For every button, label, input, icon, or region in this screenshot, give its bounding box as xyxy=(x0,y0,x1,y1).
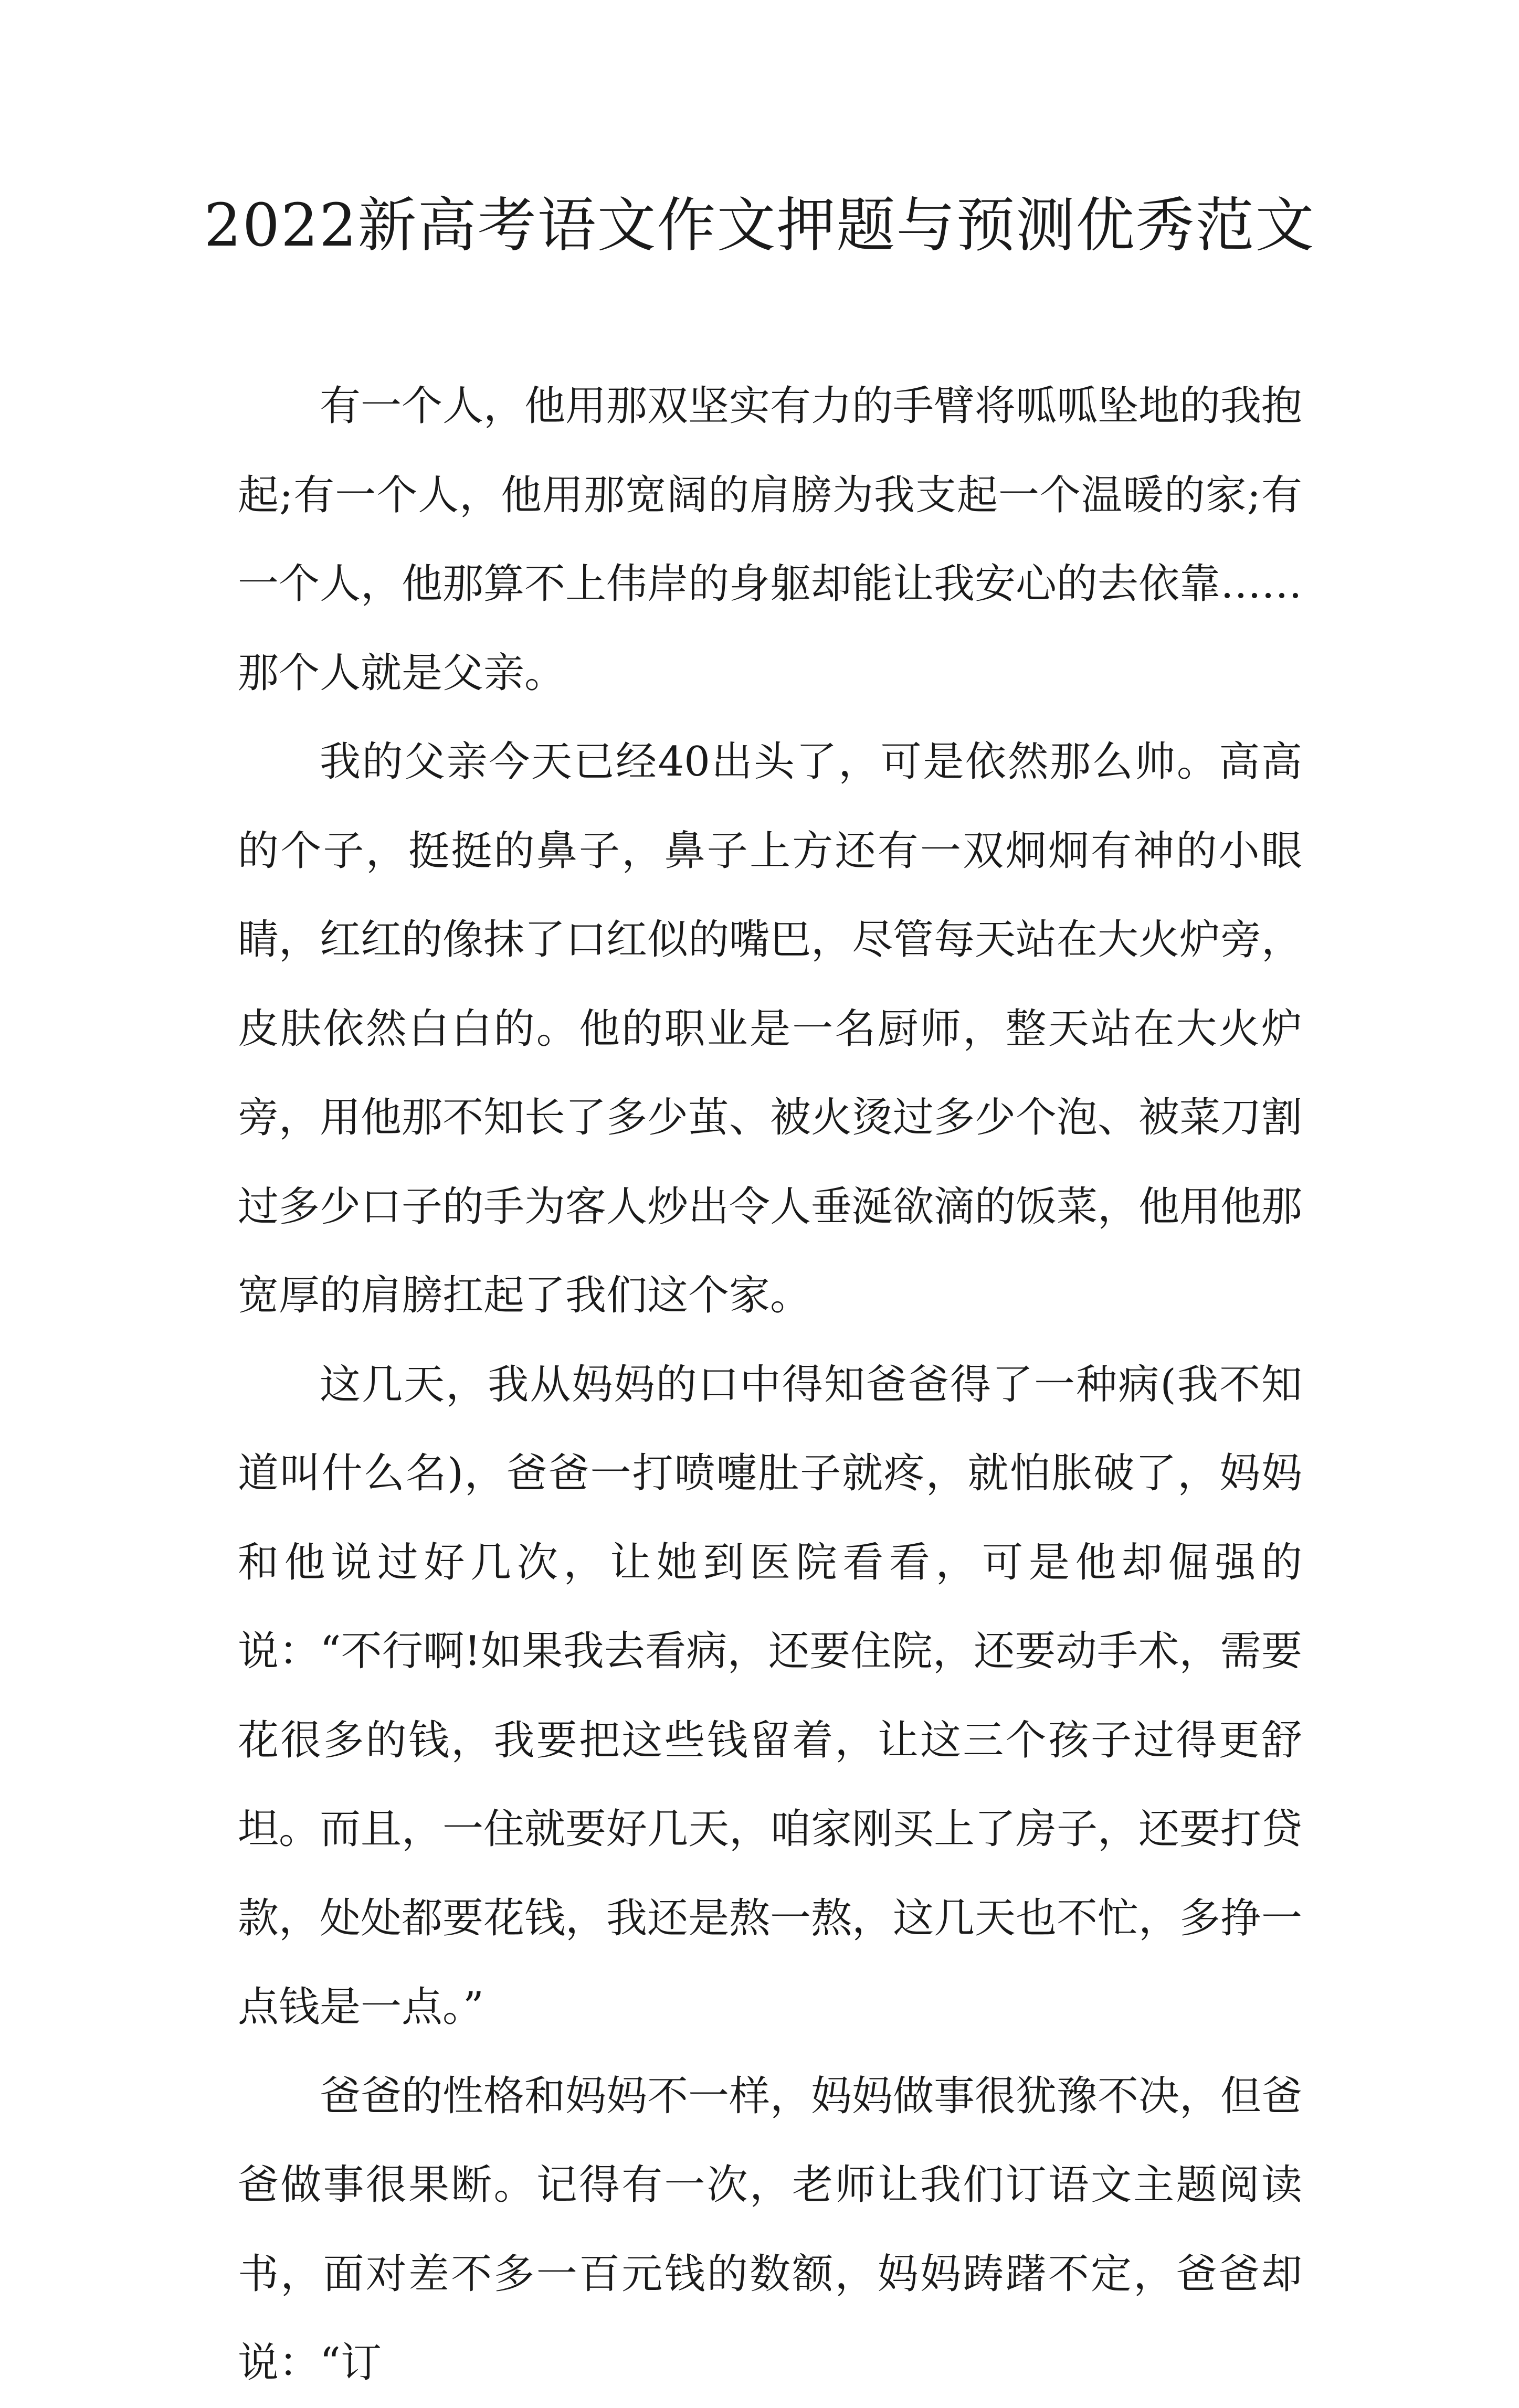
document-body xyxy=(238,362,1302,2408)
paragraph-4: 爸爸的性格和妈妈不一样，妈妈做事很犹豫不决，但爸爸做事很果断。记得有一次，老师让我们订语文主题阅读书，面对差不多一百元钱的数额，妈妈踌躇不定，爸爸却说：“订 xyxy=(238,2072,1303,2386)
document-title: 2022新高考语文作文押题与预测优秀范文 xyxy=(204,192,1315,260)
paragraph-3: 这几天，我从妈妈的口中得知爸爸得了一种病(我不知道叫什么名)，爸爸一打喷嚏肚子就疼，就怕胀破了，妈妈和他说过好几次，让她到医院看看，可是他却倔强的说：“不行啊!如果我去看病，还要住院，还要动手术，需要花很多的钱，我要把这些钱留着，让这三个孩子过得更舒坦。而且，一住就要好几天，咱家刚买上了房子，还要打贷款，处处都要花钱，我还是熬一熬，这几天也不忙，多挣一点钱是一点。” xyxy=(238,1361,1303,2031)
paragraph-2: 我的父亲今天已经40出头了，可是依然那么帅。高高的个子，挺挺的鼻子，鼻子上方还有一双炯炯有神的小眼睛，红红的像抹了口红似的嘴巴，尽管每天站在大火炉旁，皮肤依然白白的。他的职业是一名厨师，整天站在大火炉旁，用他那不知长了多少茧、被火烫过多少个泡、被菜刀割过多少口子的手为客人炒出令人垂涎欲滴的饭菜，他用他那宽厚的肩膀扛起了我们这个家。 xyxy=(238,738,1303,1319)
paragraph-1: 有一个人，他用那双坚实有力的手臂将呱呱坠地的我抱起;有一个人，他用那宽阔的肩膀为我支起一个温暖的家;有一个人，他那算不上伟岸的身躯却能让我安心的去依靠……那个人就是父亲。 xyxy=(238,383,1303,697)
